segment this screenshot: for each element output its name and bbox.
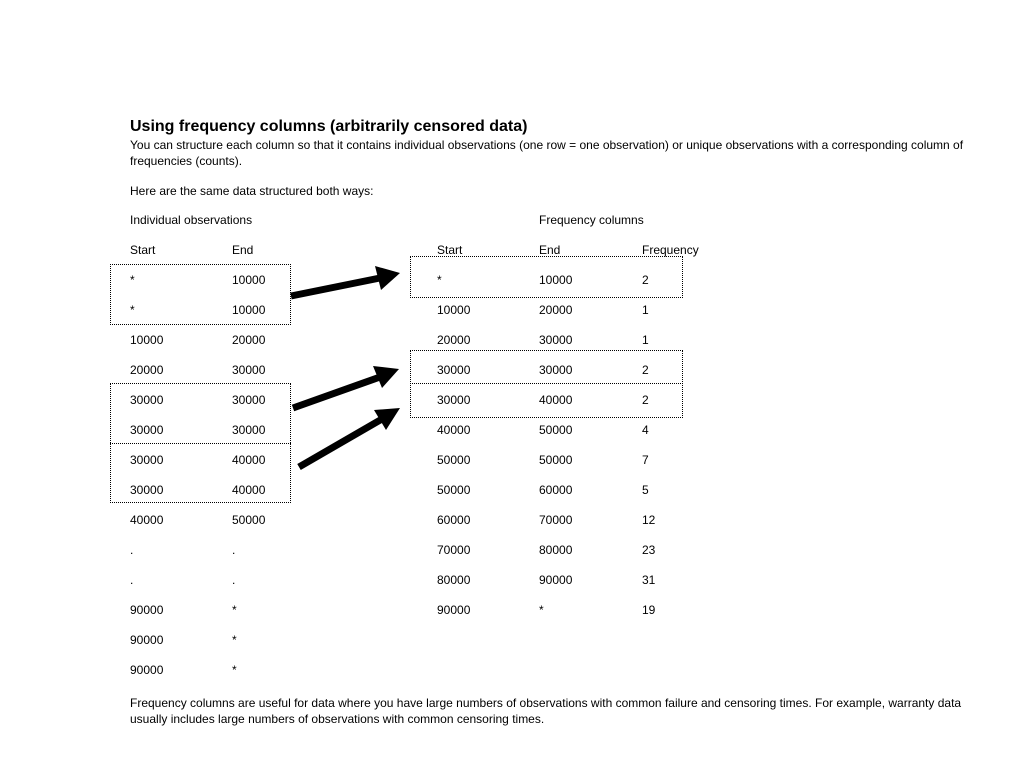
individual-start-cell: 10000 <box>130 333 164 347</box>
individual-end-cell: 40000 <box>232 483 266 497</box>
frequency-start-cell: 40000 <box>437 423 471 437</box>
frequency-start-cell: 30000 <box>437 393 471 407</box>
individual-end-header: End <box>232 243 254 257</box>
page-title: Using frequency columns (arbitrarily censored data) <box>130 118 528 135</box>
individual-start-cell: 90000 <box>130 663 164 677</box>
frequency-heading: Frequency columns <box>539 213 644 227</box>
frequency-end-cell: 20000 <box>539 303 573 317</box>
individual-start-cell: * <box>130 273 135 287</box>
individual-end-cell: 40000 <box>232 453 266 467</box>
individual-end-cell: 20000 <box>232 333 266 347</box>
individual-end-cell: . <box>232 573 236 587</box>
frequency-count-cell: 31 <box>642 573 656 587</box>
individual-start-header: Start <box>130 243 156 257</box>
frequency-end-cell: 60000 <box>539 483 573 497</box>
individual-end-cell: 10000 <box>232 273 266 287</box>
frequency-end-cell: * <box>539 603 544 617</box>
individual-start-cell: . <box>130 573 134 587</box>
individual-end-cell: 30000 <box>232 423 266 437</box>
frequency-count-header: Frequency <box>642 243 699 257</box>
frequency-count-cell: 23 <box>642 543 656 557</box>
frequency-count-cell: 4 <box>642 423 649 437</box>
individual-end-cell: * <box>232 663 237 677</box>
arrow-2 <box>293 366 399 408</box>
frequency-end-cell: 40000 <box>539 393 573 407</box>
individual-start-cell: 90000 <box>130 633 164 647</box>
individual-start-cell: 40000 <box>130 513 164 527</box>
individual-start-cell: 30000 <box>130 483 164 497</box>
frequency-end-cell: 30000 <box>539 363 573 377</box>
individual-start-cell: 20000 <box>130 363 164 377</box>
frequency-count-cell: 7 <box>642 453 649 467</box>
frequency-count-cell: 1 <box>642 333 649 347</box>
frequency-count-cell: 2 <box>642 273 649 287</box>
individual-start-cell: 30000 <box>130 423 164 437</box>
frequency-start-cell: * <box>437 273 442 287</box>
individual-end-cell: 50000 <box>232 513 266 527</box>
both-ways-text: Here are the same data structured both ways: <box>130 184 374 198</box>
frequency-start-cell: 30000 <box>437 363 471 377</box>
frequency-start-cell: 80000 <box>437 573 471 587</box>
arrow-3 <box>299 408 400 467</box>
frequency-count-cell: 2 <box>642 363 649 377</box>
individual-end-cell: . <box>232 543 236 557</box>
frequency-end-cell: 10000 <box>539 273 573 287</box>
frequency-start-cell: 20000 <box>437 333 471 347</box>
frequency-start-cell: 50000 <box>437 483 471 497</box>
individual-start-cell: 90000 <box>130 603 164 617</box>
frequency-start-cell: 90000 <box>437 603 471 617</box>
individual-start-cell: * <box>130 303 135 317</box>
individual-start-cell: 30000 <box>130 453 164 467</box>
individual-end-cell: 10000 <box>232 303 266 317</box>
frequency-start-cell: 50000 <box>437 453 471 467</box>
frequency-count-cell: 5 <box>642 483 649 497</box>
individual-end-cell: 30000 <box>232 393 266 407</box>
individual-end-cell: 30000 <box>232 363 266 377</box>
frequency-start-cell: 60000 <box>437 513 471 527</box>
frequency-count-cell: 19 <box>642 603 656 617</box>
footer-paragraph: Frequency columns are useful for data where you have large numbers of observations with common failure and censoring times. For example, warranty data usually includes large numbers of observations with common censoring times. <box>130 696 962 726</box>
frequency-start-header: Start <box>437 243 463 257</box>
frequency-end-header: End <box>539 243 561 257</box>
frequency-end-cell: 50000 <box>539 453 573 467</box>
individual-start-cell: 30000 <box>130 393 164 407</box>
frequency-end-cell: 90000 <box>539 573 573 587</box>
arrow-1 <box>291 266 400 296</box>
frequency-count-cell: 1 <box>642 303 649 317</box>
frequency-count-cell: 2 <box>642 393 649 407</box>
frequency-start-cell: 70000 <box>437 543 471 557</box>
frequency-end-cell: 70000 <box>539 513 573 527</box>
individual-start-cell: . <box>130 543 134 557</box>
individual-end-cell: * <box>232 603 237 617</box>
individual-end-cell: * <box>232 633 237 647</box>
individual-heading: Individual observations <box>130 213 253 227</box>
frequency-end-cell: 50000 <box>539 423 573 437</box>
frequency-end-cell: 30000 <box>539 333 573 347</box>
frequency-count-cell: 12 <box>642 513 656 527</box>
intro-paragraph: You can structure each column so that it contains individual observations (one row = one observation) or unique observations with a corresponding column of frequencies (counts). <box>130 138 964 168</box>
frequency-start-cell: 10000 <box>437 303 471 317</box>
frequency-end-cell: 80000 <box>539 543 573 557</box>
